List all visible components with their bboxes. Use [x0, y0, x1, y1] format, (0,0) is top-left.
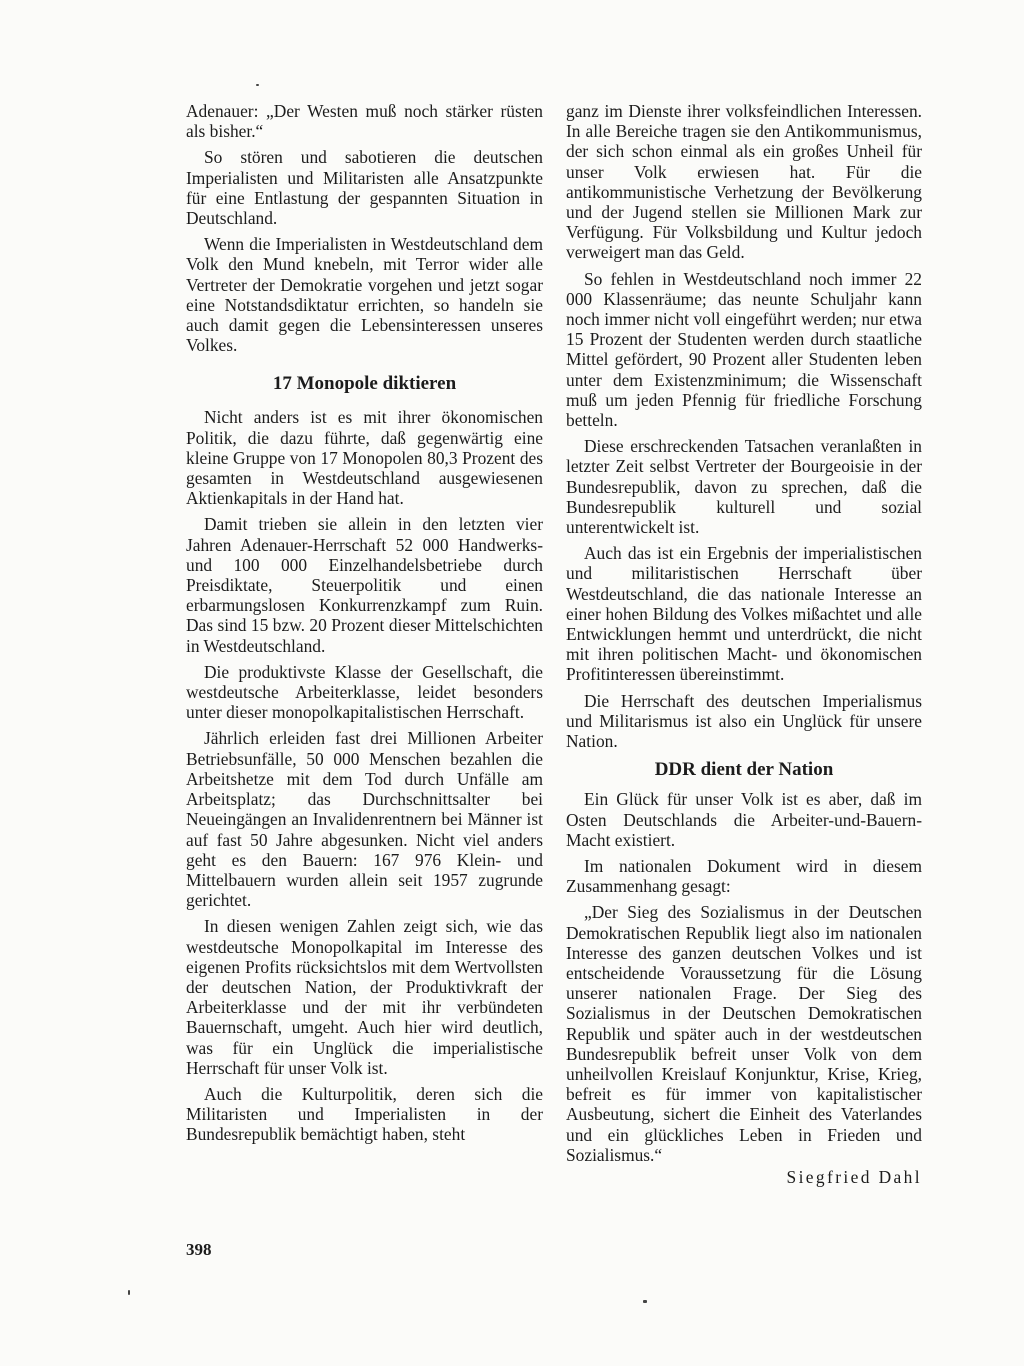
author-signature: Siegfried Dahl [786, 1166, 922, 1187]
right-column [566, 101, 922, 1187]
scan-speck [643, 1300, 647, 1303]
paragraph: Auch das ist ein Ergebnis der imperialistischen und militaristischen Herrschaft über Westdeutschland, die das nationale Interesse an einer hohen Bildung des Volkes mißachtet und alle Entwicklungen hemmt und unterdrückt, die nicht mit ihren politischen Macht- und ökonomischen Profitinteressen übereinstimmt. [566, 543, 922, 685]
paragraph: Im nationalen Dokument wird in diesem Zusammenhang gesagt: [566, 855, 922, 897]
section-heading: DDR dient der Nation [654, 759, 834, 781]
scan-speck [256, 84, 259, 86]
paragraph: Jährlich erleiden fast drei Millionen Arbeiter Betriebsunfälle, 50 000 Menschen bezahlen die Arbeitshetze mit dem Tod durch Unfälle am Arbeitsplatz; das Durchschnittsalter bei Neueingängen an Invalidenrentnern bei Männer ist auf fast 50 Jahre abgesunken. Nicht viel anders geht es den Bauern: 167 976 Klein- und Mittelbauern wurden allein seit 1957 zugrunde gerichtet. [186, 728, 543, 911]
paragraph: Diese erschreckenden Tatsachen veranlaßten in letzter Zeit selbst Vertreter der Bourgeoisie in der Bundesrepublik, davon zu sprechen, daß die Bundesrepublik kulturell und sozial unterentwickelt ist. [566, 436, 922, 538]
paragraph: ganz im Dienste ihrer volksfeindlichen Interessen. In alle Bereiche tragen sie den Antikommunismus, der sich schon einmal als ein großes Unheil für unser Volk erwiesen hat. Für die antikommunistische Verhetzung der Bevölkerung und der Jugend stellen sie Millionen Mark zur Verfügung. Für Volksbildung und Kultur jedoch verweigert man das Geld. [566, 101, 922, 263]
paragraph: Nicht anders ist es mit ihrer ökonomischen Politik, die dazu führte, daß gegenwärtig eine kleine Gruppe von 17 Monopolen 80,3 Prozent des gesamten in Westdeutschland ausgewiesenen Aktienkapitals in der Hand hat. [186, 407, 543, 509]
paragraph: Die produktivste Klasse der Gesellschaft, die westdeutsche Arbeiterklasse, leidet besonders unter dieser monopolkapitalistischen Herrschaft. [186, 661, 543, 723]
paragraph: In diesen wenigen Zahlen zeigt sich, wie das westdeutsche Monopolkapital im Interesse des eigenen Profits rücksichtslos mit dem Wertvollsten der deutschen Nation, der Produktivkraft der Arbeiterklasse und der mit ihr verbündeten Bauernschaft, umgeht. Auch hier wird deutlich, was für ein Unglück die imperialistische Herrschaft für unser Volk ist. [186, 916, 543, 1078]
left-column [186, 101, 543, 1145]
quotation: „Der Sieg des Sozialismus in der Deutschen Demokratischen Republik liegt also im nationalen Interesse des ganzen deutschen Volkes und ist entscheidende Voraussetzung für die Lösung unserer nationalen Frage. Der Sieg des Sozialismus in der Deutschen Demokratischen Republik und später auch in der westdeutschen Bundesrepublik befreit unser Volk von dem unheilvollen Kreislauf Konjunktur, Krise, Krieg, befreit es für immer von kapitalistischer Ausbeutung, sichert die Einheit des Vaterlandes und ein glückliches Leben in Frieden und Sozialismus.“ [566, 902, 922, 1165]
paragraph: Auch die Kulturpolitik, deren sich die Militaristen und Imperialisten in der Bundesrepublik bemächtigt haben, steht [186, 1083, 543, 1145]
paragraph: Ein Glück für unser Volk ist es aber, daß im Osten Deutschlands die Arbeiter-und-Bauern-Macht existiert. [566, 789, 922, 850]
paragraph: Die Herrschaft des deutschen Imperialismus und Militarismus ist also ein Unglück für unsere Nation. [566, 690, 922, 752]
paragraph: Wenn die Imperialisten in Westdeutschland dem Volk den Mund knebeln, mit Terror wider alle Vertreter der Demokratie vorgehen und jetzt sogar eine Notstandsdiktatur errichten, so handeln sie auch damit gegen die Lebensinteressen unseres Volkes. [186, 234, 543, 356]
paragraph: So fehlen in Westdeutschland noch immer 22 000 Klassenräume; das neunte Schuljahr kann noch immer nicht voll eingeführt werden; nur etwa 15 Prozent der Studenten werden durch staatliche Mittel gefördert, 90 Prozent aller Studenten leben unter dem Existenzminimum; die Wissenschaft muß um jeden Pfennig für friedliche Forschung betteln. [566, 268, 922, 431]
scan-speck [128, 1290, 130, 1295]
paragraph: Damit trieben sie allein in den letzten vier Jahren Adenauer-Herrschaft 52 000 Handwerks- und 100 000 Einzelhandelsbetriebe durch Preisdiktate, Steuerpolitik und einen erbarmungslosen Konkurrenzkampf zum Ruin. Das sind 15 bzw. 20 Prozent dieser Mittelschichten in Westdeutschland. [186, 514, 543, 656]
paragraph: Adenauer: „Der Westen muß noch stärker rüsten als bisher.“ [186, 101, 543, 142]
section-heading: 17 Monopole diktieren [272, 373, 457, 395]
paragraph: So stören und sabotieren die deutschen Imperialisten und Militaristen alle Ansatzpunkte für eine Entlastung der gespannten Situation in Deutschland. [186, 147, 543, 229]
page-number: 398 [186, 1240, 212, 1259]
